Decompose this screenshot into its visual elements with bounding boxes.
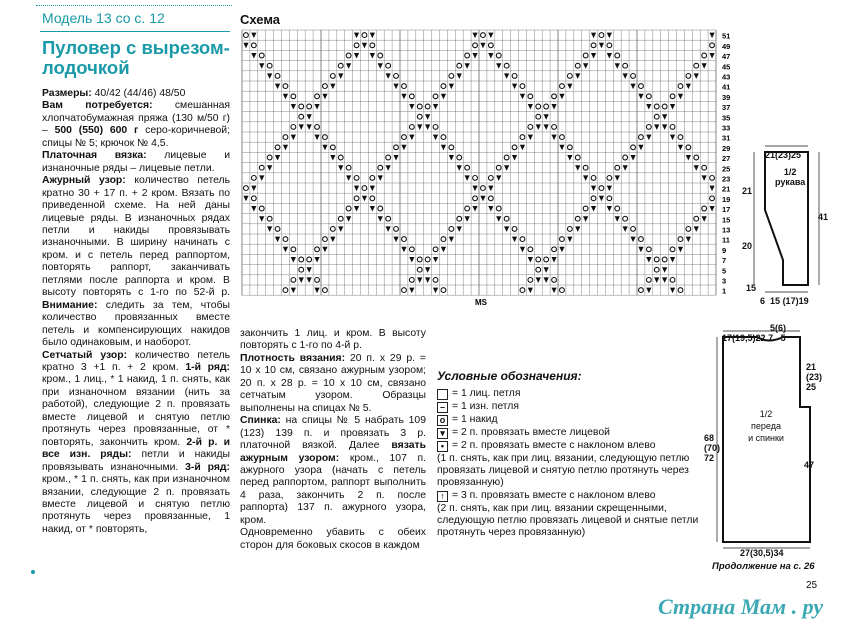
sleeve-left-b: 20 — [742, 241, 753, 251]
body-neck-dim: 5(6) — [770, 323, 787, 333]
body-bottom-dim: 27(30,5)34 — [740, 548, 784, 558]
sleeve-label: 1/2 рукава — [775, 167, 806, 187]
row-number: 17 — [722, 205, 731, 215]
model-ref: Модель 13 со с. 12 — [42, 10, 165, 26]
row-number: 43 — [722, 72, 731, 82]
body-left-dims: 68 (70) 72 — [704, 433, 721, 463]
row-number: 3 — [722, 276, 727, 286]
sleeve-left-c: 15 — [746, 283, 757, 293]
legend-sk2p-note: (2 п. снять, как при лиц. вязании скрещенными, следующую петлю провязать лицевой и снятые петли протянуть через провязанную) — [437, 503, 699, 538]
row-number: 21 — [722, 184, 731, 194]
legend-ssk: • = 2 п. провязать вместе с наклоном влево — [437, 440, 702, 452]
page-title: Пуловер с вырезом- лодочкой — [42, 37, 230, 78]
legend-title: Условные обозначения: — [437, 369, 582, 383]
sk2p-symbol-icon: ↑ — [437, 491, 448, 502]
schema-title: Схема — [240, 12, 281, 27]
ssk-symbol-icon: • — [437, 441, 448, 452]
row-number: 45 — [722, 62, 731, 72]
row-number: 5 — [722, 266, 727, 276]
sleeve-top-dim: 21(23)25 — [765, 150, 802, 160]
column-1-text: Размеры: 40/42 (44/46) 48/50 Вам потребуется: смешанная хлопчатобумажная пряжа (130 м/50 г) – 500 (550) 600 г серо-коричневой; спицы № 5; крючок № 4,5. Платочная вязка: лицевые и изнаночные ряды – лицевые петли. Ажурный узор: количество петель кратно 30 + 17 п. + 2 кром. Вязать по приведенной схеме. На ней даны лицевые ряды. В изнаночных рядах петли и накиды провязывать изнаночными. В ширину начинать с кром. и с петель перед раппортом, повторять раппорт, заканчивать петлями после раппорта и кром. В высоту повторять с 1-го по 52-й р. Внимание: следить за тем, чтобы количество провязанных вместе петель и компенсирующих накидов было одинаковым, и наоборот. Сетчатый узор: количество петель кратно 3 +1 п. + 2 кром. 1-й ряд: кром., 1 лиц., * 1 накид, 1 п. снять, как при изнаночном вязании (нить за работой), следующие 2 п. провязать вместе лицевой и снятую петлю протянуть через провязанные, от * повторять, закончить кром. 2-й р. и все изн. ряды: петли и накиды провязывать изнаночными. 3-й ряд: кром., * 1 п. снять, как при изнаночном вязании, следующие 2 п. провязать вместе лицевой и снятую петлю протянуть через провязанные, 1 накид, от * повторять, — [42, 88, 231, 535]
row-number: 33 — [722, 123, 731, 133]
row-number: 37 — [722, 103, 731, 113]
row-number: 41 — [722, 82, 731, 92]
watermark: Страна Мам . ру — [658, 594, 824, 619]
row-number: 51 — [722, 31, 731, 41]
knit-symbol-icon — [437, 389, 448, 400]
legend-knit: = 1 лиц. петля — [437, 388, 702, 400]
knitting-chart — [240, 28, 752, 313]
row-number: 9 — [722, 245, 727, 255]
row-number: 7 — [722, 256, 727, 266]
row-number: 49 — [722, 41, 731, 51]
row-number: 29 — [722, 143, 731, 153]
row-number: 13 — [722, 225, 731, 235]
legend-purl: – = 1 изн. петля — [437, 401, 702, 413]
sleeve-left-a: 21 — [742, 186, 753, 196]
row-number: 25 — [722, 164, 731, 174]
legend-ssk-note: (1 п. снять, как при лиц. вязании, следующую петлю провязать лицевой и снятую петлю протянуть через провязанную) — [437, 453, 690, 488]
legend-sk2p: ↑ = 3 п. провязать вместе с наклоном влево — [437, 490, 702, 502]
row-number: 1 — [722, 286, 727, 296]
row-number: 15 — [722, 215, 731, 225]
page-number: 25 — [806, 580, 818, 591]
body-label: 1/2 переда и спинки — [748, 409, 784, 443]
top-rule — [36, 0, 232, 6]
row-number: 31 — [722, 133, 731, 143]
bullet-dot — [31, 570, 35, 574]
body-top-dims: 17(19,5)22 7 5 — [722, 333, 786, 343]
body-right-dims: 21 (23) 25 — [806, 362, 823, 392]
body-right-47: 47 — [804, 460, 815, 470]
yarnover-symbol-icon: o — [437, 415, 448, 426]
row-number: 11 — [722, 235, 730, 245]
legend — [437, 370, 702, 539]
row-number: 19 — [722, 194, 731, 204]
sleeve-right: 41 — [818, 212, 829, 222]
column-2-text: закончить 1 лиц. и кром. В высоту повторять с 1-го по 4-й р. Плотность вязания: 20 п. х 29 р. = 10 х 10 см, связано ажурным узором; 20 п. х 28 р. = 10 х 10 см, связано сетчатым узором. Образцы выполнены на спицах № 5. Спинка: на спицы № 5 набрать 109 (123) 139 п. и провязать 3 р. платочной вязкой. Далее вязать ажурным узором: кром., 107 п. ажурного узора (начать с петель перед раппортом, раппорт выполнить 4 раза, закончить 2 п. после раппорта) 137 п. ажурного узора, кром. Одновременно убавить с обеих сторон для боковых скосов в каждом — [240, 328, 426, 551]
row-number: 27 — [722, 154, 731, 164]
row-number: 23 — [722, 174, 731, 184]
sleeve-bottom: 6 15 (17)19 — [760, 296, 809, 306]
ms-label: MS — [475, 298, 487, 308]
k2tog-symbol-icon: ▾ — [437, 428, 448, 439]
purl-symbol-icon: – — [437, 402, 448, 413]
model-rule — [40, 31, 230, 32]
legend-k2tog: ▾ = 2 п. провязать вместе лицевой — [437, 427, 702, 439]
row-number: 35 — [722, 113, 731, 123]
continued-note: Продолжение на с. 26 — [712, 561, 815, 572]
row-number: 39 — [722, 92, 731, 102]
row-number: 47 — [722, 52, 731, 62]
legend-yarnover: o = 1 накид — [437, 414, 702, 426]
